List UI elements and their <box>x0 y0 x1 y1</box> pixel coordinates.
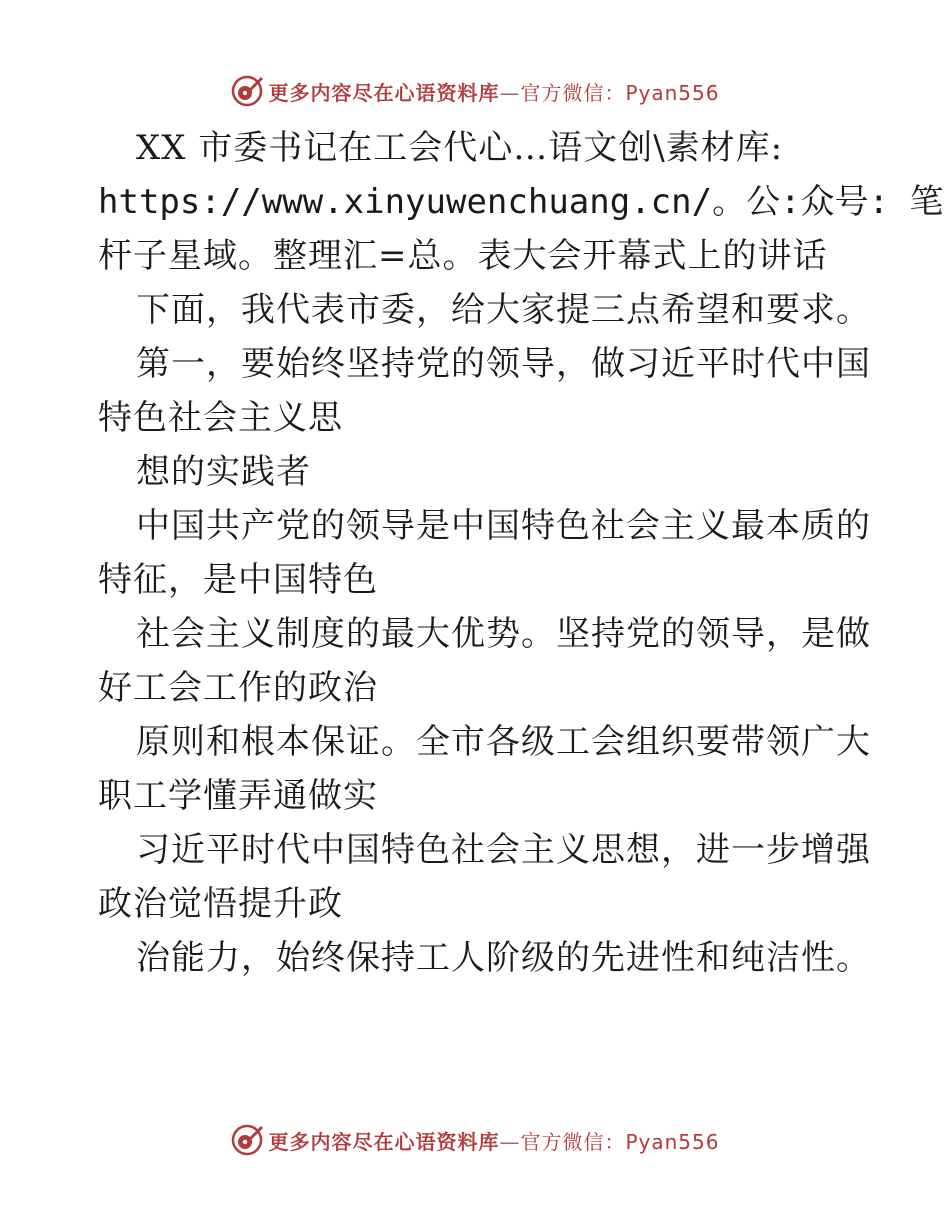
body-line: 特色社会主义思 <box>98 398 343 438</box>
body-line: 想的实践者 <box>136 452 311 492</box>
body-line: 原则和根本保证。全市各级工会组织要带领广大 <box>136 722 871 762</box>
body-line: 好工会工作的政治 <box>98 668 378 708</box>
body-line: 第一，要始终坚持党的领导，做习近平时代中国 <box>136 344 871 384</box>
body-line: 社会主义制度的最大优势。坚持党的领导，是做 <box>136 614 871 654</box>
banner-title: 更多内容尽在心语资料库 <box>268 1129 500 1154</box>
document-body <box>98 121 944 985</box>
banner-title: 更多内容尽在心语资料库 <box>268 80 500 105</box>
body-line: XX 市委书记在工会代心…语文创\素材库: <box>136 128 784 168</box>
body-line: 治能力，始终保持工人阶级的先进性和纯洁性。 <box>136 938 871 978</box>
body-line: 政治觉悟提升政 <box>98 884 343 924</box>
banner-wechat: 官方微信：Pyan556 <box>520 80 720 105</box>
body-line: 习近平时代中国特色社会主义思想，进一步增强 <box>136 830 871 870</box>
body-line: 特征，是中国特色 <box>98 560 378 600</box>
footer-banner <box>0 1120 950 1160</box>
pen-logo-icon <box>230 74 264 108</box>
body-line: https://www.xinyuwenchuang.cn/。公:众号: 笔 <box>98 182 944 222</box>
banner-dash: — <box>499 1129 521 1154</box>
body-line: 下面，我代表市委，给大家提三点希望和要求。 <box>136 290 871 330</box>
header-banner <box>0 71 950 111</box>
pen-logo-icon <box>230 1123 264 1157</box>
body-line: 杆子星域。整理汇=总。表大会开幕式上的讲话 <box>98 236 828 276</box>
body-line: 职工学懂弄通做实 <box>98 776 378 816</box>
body-line: 中国共产党的领导是中国特色社会主义最本质的 <box>136 506 871 546</box>
banner-dash: — <box>499 80 521 105</box>
banner-wechat: 官方微信：Pyan556 <box>520 1129 720 1154</box>
